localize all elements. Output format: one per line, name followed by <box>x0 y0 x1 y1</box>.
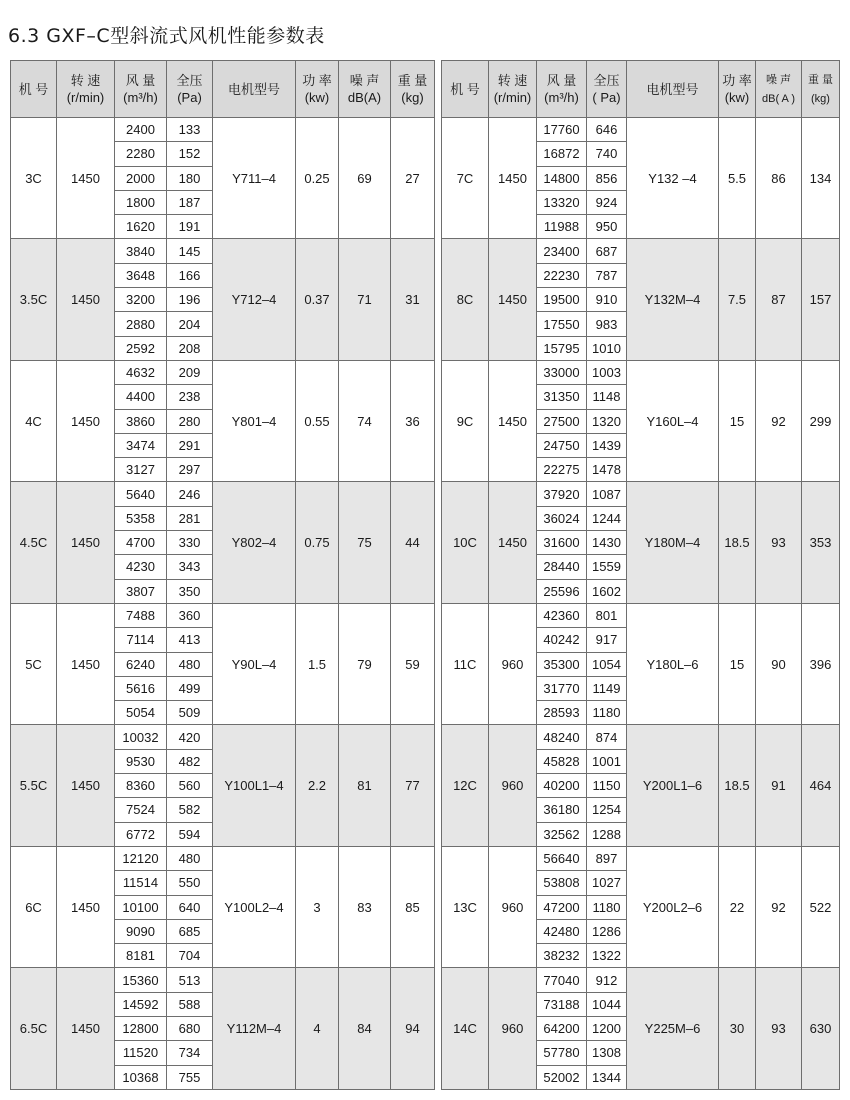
cell-pressure: 1044 <box>587 992 627 1016</box>
cell-flow: 31600 <box>537 531 587 555</box>
cell-pressure: 1054 <box>587 652 627 676</box>
cell-motor: Y180L–6 <box>627 603 719 724</box>
cell-flow: 23400 <box>537 239 587 263</box>
cell-weight: 299 <box>802 360 840 481</box>
cell-power: 4 <box>296 968 339 1089</box>
cell-pressure: 1244 <box>587 506 627 530</box>
cell-weight: 157 <box>802 239 840 360</box>
cell-pressure: 755 <box>167 1065 213 1089</box>
cell-power: 0.75 <box>296 482 339 603</box>
cell-weight: 59 <box>391 603 435 724</box>
cell-model: 6C <box>11 846 57 967</box>
cell-flow: 12120 <box>115 846 167 870</box>
cell-pressure: 187 <box>167 190 213 214</box>
cell-motor: Y711–4 <box>213 118 296 239</box>
header-noise: 噪 声 dB(A) <box>339 61 391 118</box>
cell-flow: 9090 <box>115 919 167 943</box>
cell-pressure: 191 <box>167 215 213 239</box>
cell-speed: 960 <box>489 968 537 1089</box>
cell-pressure: 152 <box>167 142 213 166</box>
cell-pressure: 1010 <box>587 336 627 360</box>
cell-flow: 3807 <box>115 579 167 603</box>
table-row <box>11 482 435 506</box>
cell-pressure: 291 <box>167 433 213 457</box>
cell-speed: 1450 <box>57 118 115 239</box>
cell-flow: 2000 <box>115 166 167 190</box>
cell-flow: 2592 <box>115 336 167 360</box>
cell-flow: 3840 <box>115 239 167 263</box>
cell-motor: Y712–4 <box>213 239 296 360</box>
cell-flow: 9530 <box>115 749 167 773</box>
header-pressure: 全压 ( Pa) <box>587 61 627 118</box>
cell-power: 22 <box>719 846 756 967</box>
cell-flow: 28440 <box>537 555 587 579</box>
cell-pressure: 1439 <box>587 433 627 457</box>
cell-pressure: 1150 <box>587 774 627 798</box>
cell-flow: 5358 <box>115 506 167 530</box>
cell-flow: 40242 <box>537 628 587 652</box>
table-row <box>442 968 840 992</box>
cell-flow: 6772 <box>115 822 167 846</box>
cell-flow: 5640 <box>115 482 167 506</box>
cell-power: 0.37 <box>296 239 339 360</box>
cell-flow: 32562 <box>537 822 587 846</box>
table-row <box>442 118 840 142</box>
cell-flow: 36024 <box>537 506 587 530</box>
cell-weight: 85 <box>391 846 435 967</box>
table-row <box>11 725 435 749</box>
cell-model: 10C <box>442 482 489 603</box>
cell-model: 9C <box>442 360 489 481</box>
cell-power: 15 <box>719 360 756 481</box>
cell-flow: 2400 <box>115 118 167 142</box>
cell-weight: 464 <box>802 725 840 846</box>
cell-pressure: 480 <box>167 652 213 676</box>
cell-pressure: 734 <box>167 1041 213 1065</box>
cell-pressure: 685 <box>167 919 213 943</box>
cell-flow: 24750 <box>537 433 587 457</box>
cell-flow: 45828 <box>537 749 587 773</box>
cell-weight: 522 <box>802 846 840 967</box>
cell-model: 3C <box>11 118 57 239</box>
cell-flow: 11520 <box>115 1041 167 1065</box>
cell-speed: 1450 <box>489 360 537 481</box>
cell-flow: 4700 <box>115 531 167 555</box>
cell-noise: 84 <box>339 968 391 1089</box>
cell-motor: Y112M–4 <box>213 968 296 1089</box>
cell-flow: 3474 <box>115 433 167 457</box>
cell-flow: 5616 <box>115 676 167 700</box>
cell-flow: 57780 <box>537 1041 587 1065</box>
cell-noise: 79 <box>339 603 391 724</box>
header-row <box>442 61 840 118</box>
cell-flow: 22230 <box>537 263 587 287</box>
cell-noise: 81 <box>339 725 391 846</box>
cell-flow: 3127 <box>115 458 167 482</box>
cell-flow: 15795 <box>537 336 587 360</box>
cell-flow: 28593 <box>537 701 587 725</box>
cell-motor: Y132M–4 <box>627 239 719 360</box>
cell-pressure: 330 <box>167 531 213 555</box>
cell-pressure: 1001 <box>587 749 627 773</box>
cell-flow: 10368 <box>115 1065 167 1089</box>
cell-power: 0.25 <box>296 118 339 239</box>
cell-pressure: 787 <box>587 263 627 287</box>
cell-weight: 44 <box>391 482 435 603</box>
cell-pressure: 950 <box>587 215 627 239</box>
cell-flow: 47200 <box>537 895 587 919</box>
cell-noise: 69 <box>339 118 391 239</box>
cell-speed: 1450 <box>489 482 537 603</box>
cell-noise: 83 <box>339 846 391 967</box>
cell-pressure: 513 <box>167 968 213 992</box>
cell-noise: 91 <box>756 725 802 846</box>
cell-pressure: 204 <box>167 312 213 336</box>
header-model: 机 号 <box>442 61 489 118</box>
cell-flow: 16872 <box>537 142 587 166</box>
cell-pressure: 640 <box>167 895 213 919</box>
cell-flow: 10100 <box>115 895 167 919</box>
cell-flow: 4632 <box>115 360 167 384</box>
cell-power: 7.5 <box>719 239 756 360</box>
cell-flow: 56640 <box>537 846 587 870</box>
cell-pressure: 874 <box>587 725 627 749</box>
cell-weight: 31 <box>391 239 435 360</box>
cell-pressure: 1027 <box>587 871 627 895</box>
cell-pressure: 509 <box>167 701 213 725</box>
cell-model: 4.5C <box>11 482 57 603</box>
cell-pressure: 588 <box>167 992 213 1016</box>
cell-power: 3 <box>296 846 339 967</box>
cell-model: 3.5C <box>11 239 57 360</box>
cell-flow: 4230 <box>115 555 167 579</box>
cell-model: 14C <box>442 968 489 1089</box>
header-weight: 重 量 (kg) <box>391 61 435 118</box>
cell-noise: 71 <box>339 239 391 360</box>
cell-motor: Y200L1–6 <box>627 725 719 846</box>
cell-pressure: 238 <box>167 385 213 409</box>
cell-pressure: 420 <box>167 725 213 749</box>
cell-flow: 10032 <box>115 725 167 749</box>
cell-flow: 8360 <box>115 774 167 798</box>
cell-motor: Y801–4 <box>213 360 296 481</box>
cell-model: 5C <box>11 603 57 724</box>
cell-pressure: 1003 <box>587 360 627 384</box>
page-title: 6.3 GXF–C型斜流式风机性能参数表 <box>8 25 325 47</box>
cell-model: 13C <box>442 846 489 967</box>
table-row <box>442 482 840 506</box>
header-weight: 重 量 (kg) <box>802 61 840 118</box>
table-row <box>11 846 435 870</box>
cell-speed: 1450 <box>57 846 115 967</box>
cell-pressure: 1148 <box>587 385 627 409</box>
cell-speed: 1450 <box>57 968 115 1089</box>
cell-pressure: 413 <box>167 628 213 652</box>
cell-flow: 42480 <box>537 919 587 943</box>
cell-flow: 3648 <box>115 263 167 287</box>
cell-motor: Y180M–4 <box>627 482 719 603</box>
cell-weight: 94 <box>391 968 435 1089</box>
performance-table-right <box>441 60 840 1090</box>
cell-speed: 1450 <box>57 360 115 481</box>
cell-flow: 22275 <box>537 458 587 482</box>
cell-speed: 960 <box>489 603 537 724</box>
header-power: 功 率 (kw) <box>719 61 756 118</box>
cell-flow: 13320 <box>537 190 587 214</box>
cell-pressure: 924 <box>587 190 627 214</box>
cell-pressure: 1308 <box>587 1041 627 1065</box>
cell-noise: 90 <box>756 603 802 724</box>
header-flow: 风 量 (m³/h) <box>115 61 167 118</box>
cell-flow: 35300 <box>537 652 587 676</box>
cell-pressure: 499 <box>167 676 213 700</box>
cell-weight: 630 <box>802 968 840 1089</box>
header-noise: 噪 声 dB( A ) <box>756 61 802 118</box>
cell-pressure: 209 <box>167 360 213 384</box>
cell-flow: 33000 <box>537 360 587 384</box>
cell-flow: 7488 <box>115 603 167 627</box>
cell-power: 0.55 <box>296 360 339 481</box>
cell-pressure: 1602 <box>587 579 627 603</box>
cell-motor: Y100L2–4 <box>213 846 296 967</box>
cell-pressure: 897 <box>587 846 627 870</box>
table-row <box>11 968 435 992</box>
cell-pressure: 1322 <box>587 944 627 968</box>
cell-pressure: 917 <box>587 628 627 652</box>
cell-flow: 25596 <box>537 579 587 603</box>
cell-flow: 14592 <box>115 992 167 1016</box>
cell-pressure: 145 <box>167 239 213 263</box>
cell-pressure: 1180 <box>587 895 627 919</box>
cell-pressure: 550 <box>167 871 213 895</box>
cell-motor: Y132 –4 <box>627 118 719 239</box>
cell-pressure: 1288 <box>587 822 627 846</box>
cell-flow: 73188 <box>537 992 587 1016</box>
cell-pressure: 208 <box>167 336 213 360</box>
cell-flow: 6240 <box>115 652 167 676</box>
cell-pressure: 1559 <box>587 555 627 579</box>
cell-power: 5.5 <box>719 118 756 239</box>
cell-flow: 19500 <box>537 288 587 312</box>
cell-speed: 1450 <box>489 118 537 239</box>
cell-pressure: 910 <box>587 288 627 312</box>
cell-motor: Y802–4 <box>213 482 296 603</box>
cell-pressure: 582 <box>167 798 213 822</box>
header-pressure: 全压 (Pa) <box>167 61 213 118</box>
cell-noise: 93 <box>756 968 802 1089</box>
cell-power: 1.5 <box>296 603 339 724</box>
cell-pressure: 343 <box>167 555 213 579</box>
cell-power: 15 <box>719 603 756 724</box>
cell-pressure: 680 <box>167 1016 213 1040</box>
header-flow: 风 量 (m³/h) <box>537 61 587 118</box>
header-motor: 电机型号 <box>627 61 719 118</box>
cell-flow: 1620 <box>115 215 167 239</box>
header-speed: 转 速 (r/min) <box>57 61 115 118</box>
cell-flow: 27500 <box>537 409 587 433</box>
cell-pressure: 133 <box>167 118 213 142</box>
header-model: 机 号 <box>11 61 57 118</box>
cell-noise: 75 <box>339 482 391 603</box>
cell-noise: 92 <box>756 846 802 967</box>
cell-flow: 64200 <box>537 1016 587 1040</box>
cell-flow: 53808 <box>537 871 587 895</box>
cell-pressure: 856 <box>587 166 627 190</box>
cell-flow: 3860 <box>115 409 167 433</box>
header-power: 功 率 (kw) <box>296 61 339 118</box>
header-row <box>11 61 435 118</box>
cell-pressure: 246 <box>167 482 213 506</box>
cell-pressure: 1254 <box>587 798 627 822</box>
table-row <box>11 239 435 263</box>
cell-pressure: 740 <box>587 142 627 166</box>
cell-speed: 960 <box>489 846 537 967</box>
cell-weight: 36 <box>391 360 435 481</box>
cell-flow: 8181 <box>115 944 167 968</box>
cell-weight: 396 <box>802 603 840 724</box>
cell-noise: 93 <box>756 482 802 603</box>
cell-pressure: 480 <box>167 846 213 870</box>
cell-flow: 11988 <box>537 215 587 239</box>
table-row <box>442 725 840 749</box>
header-motor: 电机型号 <box>213 61 296 118</box>
cell-flow: 7114 <box>115 628 167 652</box>
cell-pressure: 1286 <box>587 919 627 943</box>
cell-pressure: 1087 <box>587 482 627 506</box>
cell-flow: 2280 <box>115 142 167 166</box>
cell-model: 8C <box>442 239 489 360</box>
cell-noise: 92 <box>756 360 802 481</box>
cell-speed: 960 <box>489 725 537 846</box>
cell-model: 12C <box>442 725 489 846</box>
cell-speed: 1450 <box>57 603 115 724</box>
cell-flow: 42360 <box>537 603 587 627</box>
cell-pressure: 1344 <box>587 1065 627 1089</box>
cell-noise: 74 <box>339 360 391 481</box>
cell-flow: 1800 <box>115 190 167 214</box>
cell-flow: 52002 <box>537 1065 587 1089</box>
table-row <box>11 603 435 627</box>
cell-pressure: 801 <box>587 603 627 627</box>
cell-flow: 4400 <box>115 385 167 409</box>
cell-flow: 15360 <box>115 968 167 992</box>
cell-flow: 31770 <box>537 676 587 700</box>
cell-noise: 86 <box>756 118 802 239</box>
cell-pressure: 1180 <box>587 701 627 725</box>
cell-model: 6.5C <box>11 968 57 1089</box>
cell-motor: Y200L2–6 <box>627 846 719 967</box>
cell-pressure: 482 <box>167 749 213 773</box>
cell-speed: 1450 <box>57 239 115 360</box>
cell-pressure: 983 <box>587 312 627 336</box>
cell-power: 18.5 <box>719 482 756 603</box>
cell-flow: 77040 <box>537 968 587 992</box>
cell-speed: 1450 <box>57 482 115 603</box>
cell-power: 2.2 <box>296 725 339 846</box>
cell-power: 30 <box>719 968 756 1089</box>
cell-speed: 1450 <box>57 725 115 846</box>
cell-speed: 1450 <box>489 239 537 360</box>
cell-model: 4C <box>11 360 57 481</box>
cell-pressure: 280 <box>167 409 213 433</box>
cell-motor: Y225M–6 <box>627 968 719 1089</box>
cell-model: 11C <box>442 603 489 724</box>
cell-weight: 27 <box>391 118 435 239</box>
cell-flow: 17550 <box>537 312 587 336</box>
cell-flow: 37920 <box>537 482 587 506</box>
table-row <box>442 360 840 384</box>
cell-pressure: 687 <box>587 239 627 263</box>
performance-table-left <box>10 60 435 1090</box>
cell-pressure: 360 <box>167 603 213 627</box>
cell-pressure: 912 <box>587 968 627 992</box>
cell-flow: 40200 <box>537 774 587 798</box>
cell-pressure: 180 <box>167 166 213 190</box>
cell-flow: 17760 <box>537 118 587 142</box>
cell-pressure: 594 <box>167 822 213 846</box>
cell-power: 18.5 <box>719 725 756 846</box>
cell-flow: 7524 <box>115 798 167 822</box>
cell-pressure: 1149 <box>587 676 627 700</box>
cell-model: 5.5C <box>11 725 57 846</box>
cell-model: 7C <box>442 118 489 239</box>
cell-flow: 3200 <box>115 288 167 312</box>
table-row <box>442 603 840 627</box>
table-row <box>11 360 435 384</box>
cell-motor: Y100L1–4 <box>213 725 296 846</box>
cell-motor: Y90L–4 <box>213 603 296 724</box>
cell-flow: 14800 <box>537 166 587 190</box>
table-row <box>11 118 435 142</box>
cell-pressure: 166 <box>167 263 213 287</box>
cell-flow: 38232 <box>537 944 587 968</box>
table-row <box>442 846 840 870</box>
cell-pressure: 560 <box>167 774 213 798</box>
cell-flow: 11514 <box>115 871 167 895</box>
cell-pressure: 1430 <box>587 531 627 555</box>
table-row <box>442 239 840 263</box>
cell-pressure: 1478 <box>587 458 627 482</box>
cell-pressure: 350 <box>167 579 213 603</box>
cell-noise: 87 <box>756 239 802 360</box>
cell-pressure: 196 <box>167 288 213 312</box>
cell-flow: 5054 <box>115 701 167 725</box>
cell-pressure: 297 <box>167 458 213 482</box>
cell-flow: 36180 <box>537 798 587 822</box>
cell-pressure: 704 <box>167 944 213 968</box>
header-speed: 转 速 (r/min) <box>489 61 537 118</box>
cell-weight: 353 <box>802 482 840 603</box>
cell-pressure: 281 <box>167 506 213 530</box>
cell-flow: 2880 <box>115 312 167 336</box>
cell-pressure: 646 <box>587 118 627 142</box>
cell-motor: Y160L–4 <box>627 360 719 481</box>
cell-flow: 48240 <box>537 725 587 749</box>
cell-flow: 31350 <box>537 385 587 409</box>
cell-pressure: 1320 <box>587 409 627 433</box>
cell-weight: 134 <box>802 118 840 239</box>
cell-flow: 12800 <box>115 1016 167 1040</box>
cell-weight: 77 <box>391 725 435 846</box>
cell-pressure: 1200 <box>587 1016 627 1040</box>
